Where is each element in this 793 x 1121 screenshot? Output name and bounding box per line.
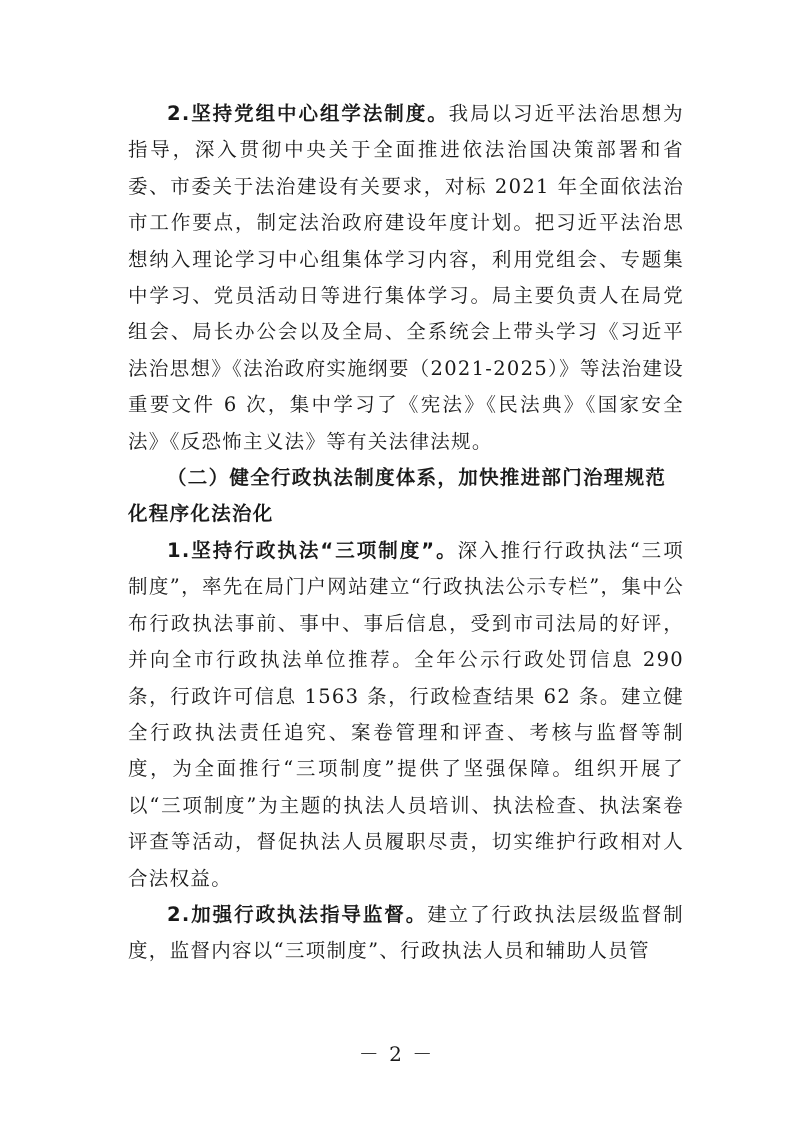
paragraph-study-system [128,96,684,460]
paragraph-lead: 1.坚持行政执法“三项制度”。 [167,538,458,562]
paragraph-three-systems [128,533,684,897]
page-number: － 2 － [358,1042,435,1066]
paragraph-supervision [128,897,684,970]
paragraph-body: 深入推行行政执法“三项制度”，率先在局门户网站建立“行政执法公示专栏”，集中公布行政执法事前、事中、事后信息，受到市司法局的好评，并向全市行政执法单位推荐。全年公示行政处罚信息 290 条，行政许可信息 1563 条，行政检查结果 62 条。建立健全行政执法责任追究、案卷管理和评查、考核与监督等制度，为全面推行“三项制度”提供了坚强保障。组织开展了以“三项制度”为主题的执法人员培训、执法检查、执法案卷评查等活动，督促执法人员履职尽责，切实维护行政相对人合法权益。 [128,538,684,890]
document-page [128,96,684,970]
paragraph-lead: 2.坚持党组中心组学法制度。 [167,102,449,125]
section-heading: （二）健全行政执法制度体系，加快推进部门治理规范化程序化法治化 [128,466,667,526]
paragraph-body: 我局以习近平法治思想为指导，深入贯彻中央关于全面推进依法治国决策部署和省委、市委关于法治建设有关要求，对标 2021 年全面依法治市工作要点，制定法治政府建设年度计划。把习近平法治思想纳入理论学习中心组集体学习内容，利用党组会、专题集中学习、党员活动日等进行集体学习。局主要负责人在局党组会、局长办公会以及全局、全系统会上带头学习《习近平法治思想》《法治政府实施纲要（2021-2025）》等法治建设重要文件 6 次，集中学习了《宪法》《民法典》《国家安全法》《反恐怖主义法》等有关法律法规。 [128,102,684,453]
paragraph-lead: 2.加强行政执法指导监督。 [167,902,428,926]
paragraph-body: 建立了行政执法层级监督制度，监督内容以“三项制度”、行政执法人员和辅助人员管 [128,902,684,963]
